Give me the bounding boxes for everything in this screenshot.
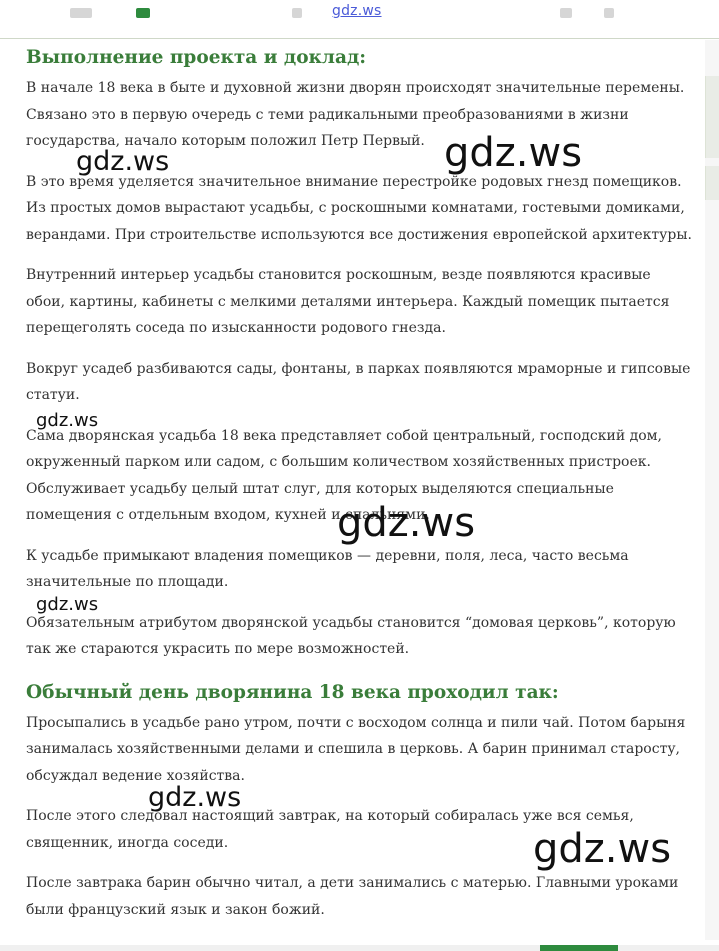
paragraph: Обязательным атрибутом дворянской усадьбы становится “домовая церковь”, которую так же стараются украсить по мере возможностей.: [26, 614, 676, 657]
paragraph: В начале 18 века в быте и духовной жизни дворян происходят значительные перемены. Связано это в первую очередь с теми радикальными преобразованиями в жизни государства, начало которым положил Петр Первый.: [26, 80, 685, 149]
watermark: gdz.ws: [444, 130, 583, 176]
watermark-link[interactable]: gdz.ws: [332, 3, 382, 19]
paragraph: Просыпались в усадьбе рано утром, почти с восходом солнца и пили чай. Потом барыня занималась хозяйственными делами и спешила в церковь. А барин принимал старосту, обсуждал ведение хозяйства.: [26, 714, 686, 784]
paragraph: Вокруг усадеб разбиваются сады, фонтаны, в парках появляются мраморные и гипсовые статуи.: [26, 360, 691, 403]
paragraph: После завтрака барин обычно читал, а дети занимались с матерью. Главными уроками были французский язык и закон божий.: [26, 875, 679, 918]
article-body: [26, 44, 694, 923]
nav-fragment: [560, 8, 572, 18]
bottom-bar: [0, 945, 719, 951]
rail-panel: [705, 166, 719, 200]
watermark: gdz.ws: [36, 594, 99, 615]
top-navigation-strip: [0, 0, 719, 39]
watermark: gdz.ws: [148, 782, 242, 813]
nav-fragment-accent: [136, 8, 150, 18]
rail-panel: [705, 76, 719, 158]
watermark: gdz.ws: [36, 410, 99, 431]
section-heading-daily-life: Обычный день дворянина 18 века проходил так:: [26, 681, 559, 703]
paragraph: Внутренний интерьер усадьбы становится роскошным, везде появляются красивые обои, картины, кабинеты с мелкими деталями интерьера. Каждый помещик пытается перещеголять соседа по изысканности родового гнезда.: [26, 267, 670, 336]
watermark: gdz.ws: [533, 826, 672, 872]
paragraph: В это время уделяется значительное внимание перестройке родовых гнезд помещиков. Из простых домов вырастают усадьбы, с роскошными комнатами, гостевыми домиками, верандами. При строительстве используются все достижения европейской архитектуры.: [26, 173, 692, 243]
paragraph: После этого следовал настоящий завтрак, на который собиралась уже вся семья, священник, иногда соседи.: [26, 808, 634, 851]
nav-fragment: [604, 8, 614, 18]
paragraph: Сама дворянская усадьба 18 века представляет собой центральный, господский дом, окруженный парком или садом, с большим количеством хозяйственных пристроек. Обслуживает усадьбу целый штат слуг, для которых выделяются специальные помещения с отдельным входом, кухней и спальнями.: [26, 427, 662, 523]
bottom-accent: [540, 945, 618, 951]
watermark: gdz.ws: [337, 500, 476, 546]
paragraph: К усадьбе примыкают владения помещиков — деревни, поля, леса, часто весьма значительные по площади.: [26, 547, 629, 590]
right-side-rail: [705, 40, 719, 940]
nav-fragment: [70, 8, 92, 18]
watermark: gdz.ws: [76, 146, 170, 177]
nav-fragment: [292, 8, 302, 18]
section-heading-project: Выполнение проекта и доклад:: [26, 47, 367, 68]
